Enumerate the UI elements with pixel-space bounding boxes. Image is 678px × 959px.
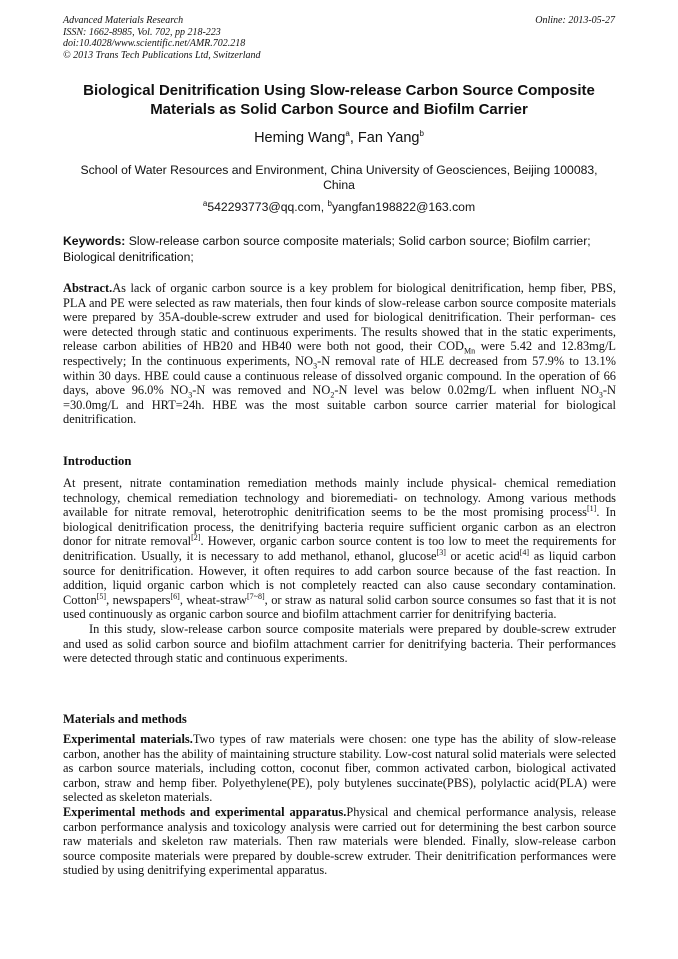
paragraph-text: . In biological denitrification process, the denitrifying bacteria require sufficient organic carbon as an electron donor for nitrate removal (63, 505, 616, 549)
citation-ref[interactable]: [7~8] (246, 591, 265, 601)
email-mark: b (327, 198, 332, 208)
introduction-section (63, 476, 616, 666)
paragraph-text: , or straw as natural solid carbon source consumes so fast that it is not used continuously as organic carbon source and biofilm attachment carrier for denitrifying bacteria. (63, 592, 617, 622)
paragraph-text: as liquid carbon source for denitrification. However, it often requires to add carbon source because of the fast reaction. In addition, liquid organic carbon which is not completely reacted can also cause secondary contamination. Cotton (63, 548, 616, 607)
subscript: 3 (188, 390, 193, 400)
abstract-text: were 5.42 and 12.83mg/L respectively; In the continuous experiments, NO (63, 339, 616, 368)
subscript: Mn (463, 346, 476, 356)
section-heading-introduction: Introduction (63, 454, 132, 468)
paragraph (63, 476, 616, 622)
header-left (63, 15, 261, 61)
abstract-text: As lack of organic carbon source is a key problem for biological denitrification, hemp fiber, PBS, PLA and PE were selected as raw materials, then four kinds of slow-release carbon source composite materials were prepared by 35A-double-screw extruder and used for biological denitrification. Their performan- ces were detected through static and continuous experiments. The results showed that in the static experiments, release carbon abilities of HB20 and HB40 were both not good, their COD (63, 281, 616, 354)
run-in-heading: Experimental materials. (63, 732, 193, 746)
doi-line: doi:10.4028/www.scientific.net/AMR.702.218 (63, 38, 246, 49)
keywords-text: Slow-release carbon source composite materials; Solid carbon source; Biofilm carrier; Biological denitrification; (63, 234, 591, 264)
citation-ref[interactable]: [4] (519, 547, 530, 557)
paragraph-text: , wheat-straw (179, 592, 247, 607)
email-link[interactable]: yangfan198822@163.com (331, 200, 476, 214)
paragraph: In this study, slow-release carbon source composite materials were prepared by double-screw extruder and used as solid carbon source and biofilm attachment carrier for denitrifying bacteria. Their performances were detected through static and continuous experiments. (63, 621, 616, 666)
email-link[interactable]: 542293773@qq.com (207, 200, 321, 214)
paragraph-text: or acetic acid (445, 548, 520, 563)
issn-line: ISSN: 1662-8985, Vol. 702, pp 218-223 (63, 26, 221, 38)
section-heading-methods: Materials and methods (63, 712, 187, 726)
copyright-line: © 2013 Trans Tech Publications Ltd, Switzerland (63, 49, 261, 61)
abstract-text: -N removal rate of HLE decreased from 57.9% to 13.1% within 30 days. HBE could cause a continuous release of dissolved organic compound. In the operation of 66 days, above 96.0% NO (63, 353, 616, 398)
paragraph-text: , newspapers (106, 592, 171, 607)
citation-ref[interactable]: [6] (170, 591, 180, 601)
keywords (63, 234, 616, 265)
paragraph-text: At present, nitrate contamination remediation methods mainly include physical- chemical remediation technology, chemical remediation technology and bioremediati- on technology. Among various methods available for nitrate removal, heterotrophic denitrification seems to be the most promising process (63, 476, 616, 520)
abstract-label: Abstract. (63, 281, 113, 295)
paragraph-text: . However, organic carbon source content is too low to meet the requirements for denitrification. Usually, it is necessary to add methanol, ethanol, glucose (63, 534, 616, 563)
methods-section (63, 732, 616, 878)
paragraph (63, 732, 616, 805)
citation-ref[interactable]: [3] (436, 547, 446, 557)
abstract-text: -N was removed and NO (192, 383, 331, 398)
paper-title: Biological Denitrification Using Slow-release Carbon Source Composite Materials as Solid Carbon Source and Biofilm Carrier (83, 82, 595, 118)
journal-name: Advanced Materials Research (63, 15, 184, 26)
abstract (63, 281, 616, 427)
author-affil-mark: a (345, 129, 350, 139)
author-name: Heming Wang (254, 130, 346, 146)
email-line (60, 200, 618, 214)
subscript: 3 (313, 361, 318, 371)
subscript: 3 (598, 390, 603, 400)
author-separator: , (349, 130, 358, 146)
affiliation: School of Water Resources and Environment, China University of Geosciences, Beijing 100083, China (80, 163, 598, 192)
abstract-text: -N =30.0mg/L and HRT=24h. HBE was the most suitable carbon source carrier material for biological denitrification. (63, 383, 616, 427)
citation-ref[interactable]: [5] (96, 591, 107, 601)
email-mark: a (202, 198, 208, 208)
abstract-text: -N level was below 0.02mg/L when influent NO (334, 383, 599, 398)
paragraph-text: Physical and chemical performance analysis, release carbon performance analysis and toxicology analysis were carried out for determining the best carbon source raw materials and skeleton raw materials. Then raw materials were blended. Finally, slow-release carbon source composite materials were prepared by double-screw extruder. Their denitrification performances were studied by using denitrifying experimental apparatus. (63, 804, 616, 878)
citation-ref[interactable]: [1] (586, 504, 597, 514)
author-affil-mark: b (419, 129, 424, 139)
author-line (60, 130, 618, 146)
paragraph-text: Two types of raw materials were chosen: one type has the ability of slow-release carbon, another has the ability of maintaining structure stability. Low-cost natural solid materials were selected as carbon source materials, including cotton, coconut fiber, common activated carbon, biological activated carbon, straw and hemp fiber. Polyethylene(PE), poly butylenes succinate(PBS), polylactic acid(PLA) were selected as skeleton materials. (63, 732, 616, 805)
keywords-label: Keywords: (63, 234, 126, 248)
online-date: Online: 2013-05-27 (535, 15, 615, 26)
run-in-heading: Experimental methods and experimental apparatus. (63, 804, 347, 819)
citation-ref[interactable]: [2] (191, 533, 201, 543)
author-name: Fan Yang (357, 130, 420, 146)
paragraph (63, 805, 616, 878)
email-separator: , (320, 200, 328, 214)
subscript: 2 (330, 390, 335, 400)
